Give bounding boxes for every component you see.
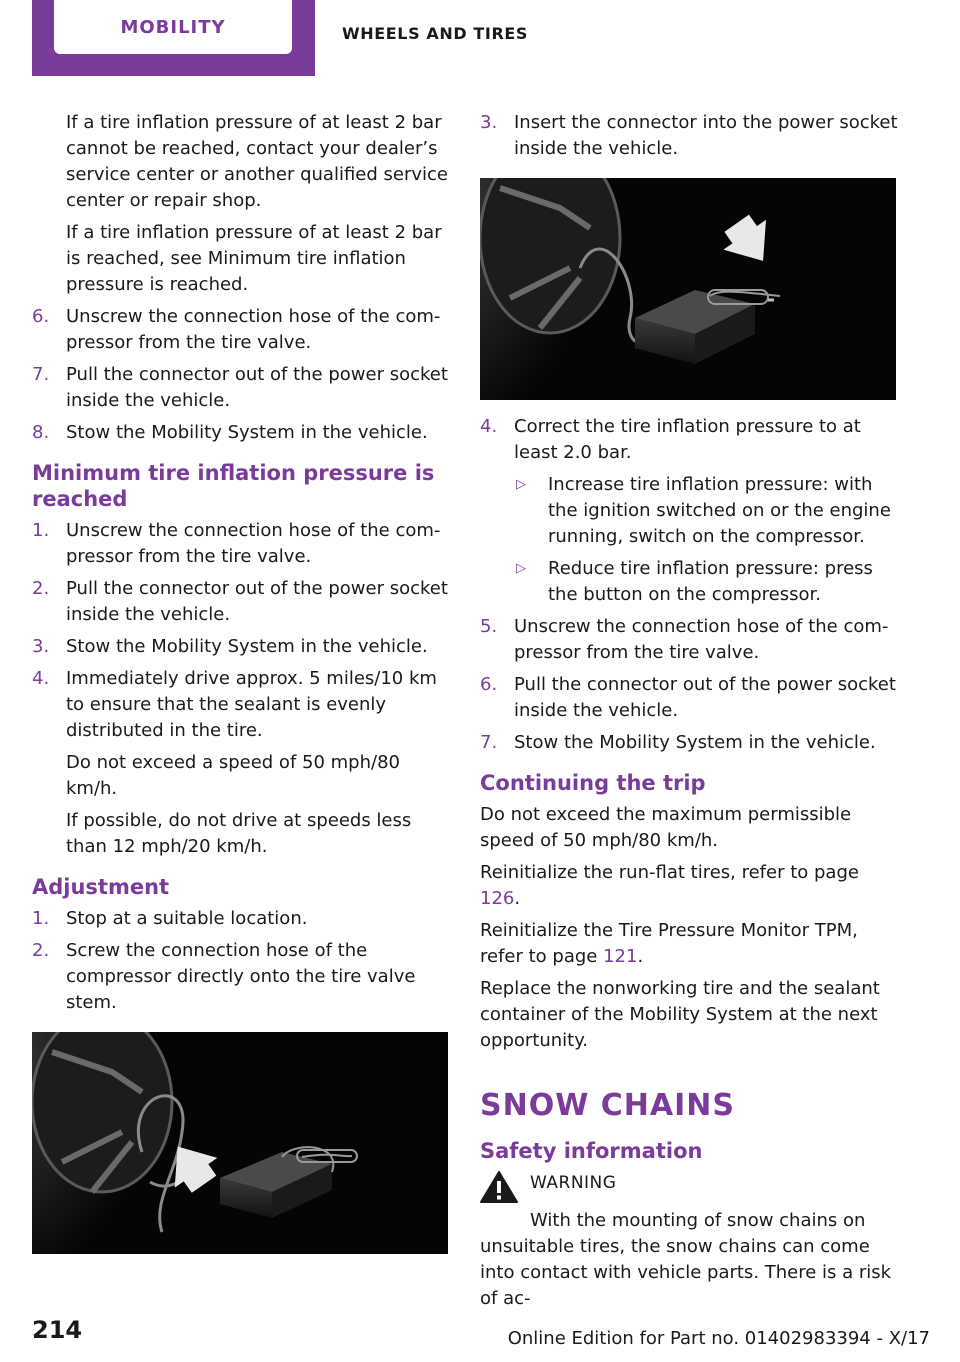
- step-text: Screw the connection hose of the compressor directly onto the tire valve stem.: [66, 940, 416, 1013]
- bullet-item: [480, 472, 898, 550]
- step-text: Pull the connector out of the power socket inside the vehicle.: [514, 674, 896, 721]
- section-tab-label-box: [54, 0, 292, 54]
- list-item: [480, 110, 898, 162]
- step-text: Immediately drive approx. 5 miles/10 km to ensure that the sealant is evenly distributed in the tire.: [66, 668, 437, 741]
- section-tab: [32, 0, 315, 76]
- list-item: [480, 414, 898, 466]
- step-number: 6.: [32, 306, 50, 327]
- chapter-title: WHEELS AND TIRES: [342, 24, 529, 43]
- paragraph-text: Reinitialize the run-flat tires, refer to page: [480, 862, 859, 883]
- compressor-on-valve-photo: [32, 1032, 448, 1254]
- bullet-text: Increase tire inflation pressure: with the ignition switched on or the engine running, switch on the compressor.: [548, 474, 891, 547]
- step-text: Pull the connector out of the power socket inside the vehicle.: [66, 578, 448, 625]
- section-heading: Minimum tire inflation pressure is reached: [32, 461, 435, 511]
- warning-text: With the mounting of snow chains on unsuitable tires, the snow chains can come into contact with vehicle parts. There is a risk of ac-: [480, 1210, 892, 1309]
- list-item: [480, 672, 898, 724]
- triangle-bullet-icon: ▷: [516, 477, 526, 492]
- paragraph: Do not exceed a speed of 50 mph/80 km/h.: [66, 752, 400, 799]
- step-number: 4.: [480, 416, 498, 437]
- step-number: 6.: [480, 674, 498, 695]
- list-item: [32, 362, 450, 414]
- paragraph-text: .: [514, 888, 521, 909]
- paragraph: [480, 918, 898, 970]
- page-reference-link[interactable]: 126: [480, 888, 515, 909]
- step-number: 3.: [32, 636, 50, 657]
- edition-footer: Online Edition for Part no. 01402983394 - X/17: [507, 1328, 930, 1349]
- bullet-text: Reduce tire inflation pressure: press the button on the compressor.: [548, 558, 873, 605]
- paragraph: If a tire inflation pressure of at least 2 bar cannot be reached, contact your dealer’s service center or another qualified service center or repair shop.: [66, 112, 448, 211]
- warning-triangle-icon: [480, 1170, 530, 1208]
- list-item: [32, 666, 450, 744]
- paragraph: Replace the nonworking tire and the sealant container of the Mobility System at the next opportunity.: [480, 978, 880, 1051]
- step-text: Stow the Mobility System in the vehicle.: [514, 732, 876, 753]
- bullet-item: [480, 556, 898, 608]
- list-item: [32, 518, 450, 570]
- paragraph: [480, 860, 898, 912]
- warning-body: [530, 1170, 898, 1208]
- triangle-bullet-icon: ▷: [516, 561, 526, 576]
- step-text: Stow the Mobility System in the vehicle.: [66, 422, 428, 443]
- step-text: Correct the tire inflation pressure to at least 2.0 bar.: [514, 416, 861, 463]
- step-text: Unscrew the connection hose of the compressor from the tire valve.: [514, 616, 889, 663]
- list-item: [32, 634, 450, 660]
- step-number: 8.: [32, 422, 50, 443]
- step-number: 7.: [32, 364, 50, 385]
- compressor-power-socket-illustration: [480, 178, 896, 400]
- step-number: 7.: [480, 732, 498, 753]
- list-item: [32, 906, 450, 932]
- chapter-heading: SNOW CHAINS: [480, 1088, 735, 1123]
- warning-title: WARNING: [530, 1173, 617, 1193]
- list-item: [480, 730, 898, 756]
- paragraph-text: .: [637, 946, 644, 967]
- step-number: 3.: [480, 112, 498, 133]
- step-text: Stop at a suitable location.: [66, 908, 308, 929]
- step-text: Pull the connector out of the power socket inside the vehicle.: [66, 364, 448, 411]
- step-number: 2.: [32, 578, 50, 599]
- list-item: [32, 420, 450, 446]
- step-number: 2.: [32, 940, 50, 961]
- list-item: [32, 576, 450, 628]
- paragraph: Do not exceed the maximum permissible speed of 50 mph/80 km/h.: [480, 804, 852, 851]
- step-text: Unscrew the connection hose of the compressor from the tire valve.: [66, 306, 441, 353]
- warning-block: [480, 1170, 898, 1208]
- step-number: 5.: [480, 616, 498, 637]
- paragraph: If possible, do not drive at speeds less than 12 mph/20 km/h.: [66, 810, 412, 857]
- right-column: [480, 110, 898, 1318]
- step-text: Stow the Mobility System in the vehicle.: [66, 636, 428, 657]
- list-item: [32, 304, 450, 356]
- step-number: 1.: [32, 908, 50, 929]
- paragraph-text: Reinitialize the Tire Pressure Monitor TPM, refer to page: [480, 920, 858, 967]
- step-text: Unscrew the connection hose of the compressor from the tire valve.: [66, 520, 441, 567]
- step-number: 4.: [32, 668, 50, 689]
- step-text: Insert the connector into the power socket inside the vehicle.: [514, 112, 898, 159]
- compressor-power-socket-photo: [480, 178, 896, 400]
- paragraph: If a tire inflation pressure of at least 2 bar is reached, see Minimum tire inflation pressure is reached.: [66, 222, 442, 295]
- page-number: 214: [32, 1316, 83, 1344]
- compressor-on-valve-illustration: [32, 1032, 448, 1254]
- list-item: [480, 614, 898, 666]
- list-item: [32, 938, 450, 1016]
- section-heading: Adjustment: [32, 875, 170, 899]
- section-heading: Continuing the trip: [480, 771, 706, 795]
- section-tab-label: MOBILITY: [120, 16, 226, 38]
- page-reference-link[interactable]: 121: [603, 946, 638, 967]
- step-number: 1.: [32, 520, 50, 541]
- left-column: [32, 110, 450, 1268]
- section-heading: Safety information: [480, 1139, 703, 1163]
